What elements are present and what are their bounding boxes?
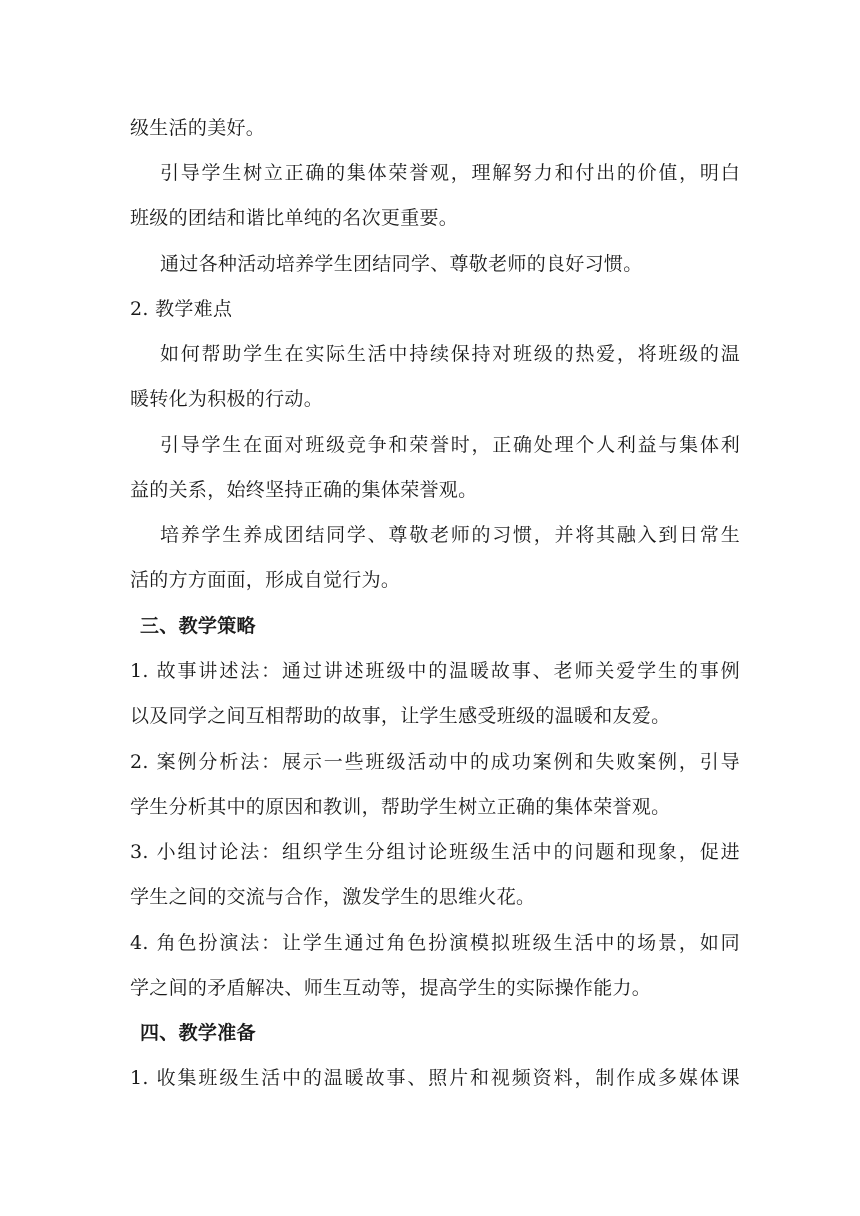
list-item-line: 学生分析其中的原因和教训，帮助学生树立正确的集体荣誉观。 [130, 796, 671, 818]
list-item-line: 以及同学之间互相帮助的故事，让学生感受班级的温暖和友爱。 [130, 705, 671, 727]
section-heading: 四、教学准备 [140, 1022, 256, 1044]
list-item-line: 1. 收集班级生活中的温暖故事、照片和视频资料，制作成多媒体课 [130, 1067, 740, 1089]
list-item-line: 学之间的矛盾解决、师生互动等，提高学生的实际操作能力。 [130, 977, 652, 999]
paragraph-line: 班级的团结和谐比单纯的名次更重要。 [130, 207, 459, 229]
list-item-line: 3. 小组讨论法：组织学生分组讨论班级生活中的问题和现象，促进 [130, 841, 740, 863]
list-item-line: 2. 案例分析法：展示一些班级活动中的成功案例和失败案例，引导 [130, 751, 740, 773]
list-item-line: 学生之间的交流与合作，激发学生的思维火花。 [130, 886, 536, 908]
paragraph-line: 引导学生树立正确的集体荣誉观，理解努力和付出的价值，明白 [160, 162, 740, 184]
section-heading: 三、教学策略 [140, 615, 256, 637]
paragraph-line: 培养学生养成团结同学、尊敬老师的习惯，并将其融入到日常生 [160, 524, 740, 546]
paragraph-line: 益的关系，始终坚持正确的集体荣誉观。 [130, 479, 478, 501]
list-item-line: 1. 故事讲述法：通过讲述班级中的温暖故事、老师关爱学生的事例 [130, 660, 740, 682]
paragraph-line: 如何帮助学生在实际生活中持续保持对班级的热爱，将班级的温 [160, 343, 740, 365]
paragraph-line: 通过各种活动培养学生团结同学、尊敬老师的良好习惯。 [160, 253, 643, 275]
paragraph-line: 活的方方面面，形成自觉行为。 [130, 569, 401, 591]
paragraph-line: 暖转化为积极的行动。 [130, 388, 324, 410]
list-item-line: 4. 角色扮演法：让学生通过角色扮演模拟班级生活中的场景，如同 [130, 932, 740, 954]
paragraph-line: 级生活的美好。 [130, 117, 266, 139]
subsection-heading: 2. 教学难点 [130, 298, 233, 320]
paragraph-line: 引导学生在面对班级竞争和荣誉时，正确处理个人利益与集体利 [160, 434, 740, 456]
